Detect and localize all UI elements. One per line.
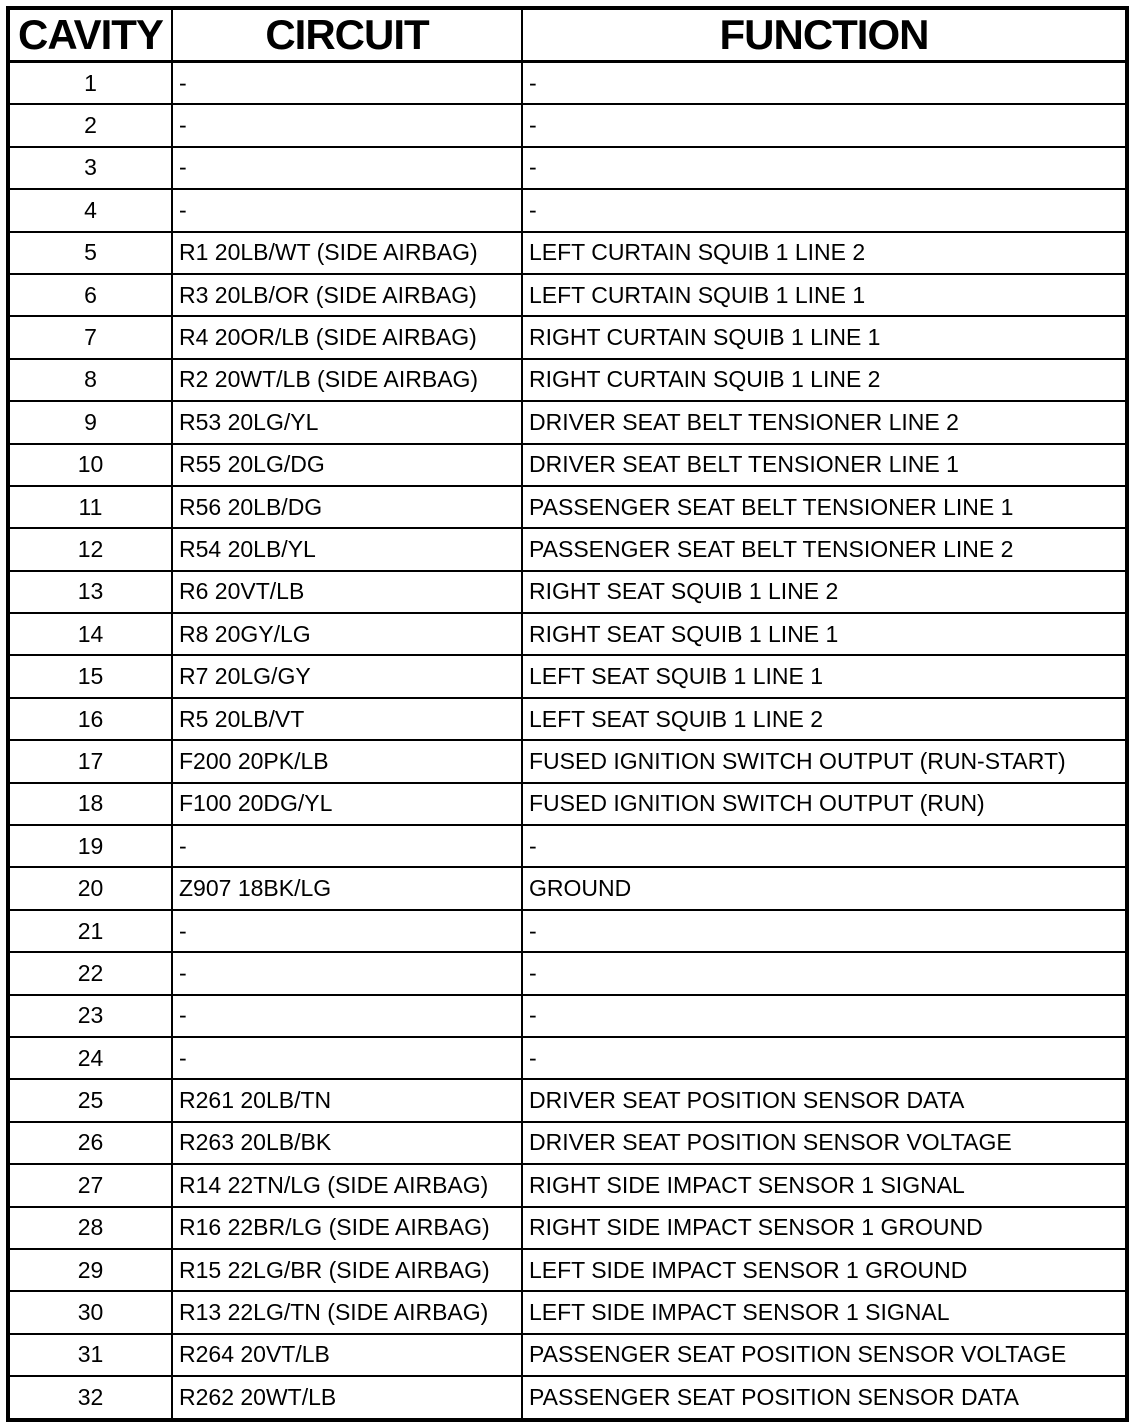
column-header-circuit: CIRCUIT (172, 8, 522, 62)
table-row (8, 995, 1127, 1037)
table-row (8, 1249, 1127, 1291)
cavity-cell: 21 (8, 910, 172, 952)
function-cell: LEFT CURTAIN SQUIB 1 LINE 2 (522, 232, 1127, 274)
cavity-cell: 1 (8, 62, 172, 105)
function-cell: RIGHT SEAT SQUIB 1 LINE 1 (522, 613, 1127, 655)
cavity-cell: 8 (8, 359, 172, 401)
function-cell: PASSENGER SEAT POSITION SENSOR VOLTAGE (522, 1334, 1127, 1376)
circuit-cell: R54 20LB/YL (172, 528, 522, 570)
function-cell: RIGHT SEAT SQUIB 1 LINE 2 (522, 571, 1127, 613)
table-row (8, 783, 1127, 825)
table-header (8, 8, 1127, 62)
table-body (8, 62, 1127, 1420)
cavity-cell: 32 (8, 1376, 172, 1419)
function-cell: FUSED IGNITION SWITCH OUTPUT (RUN) (522, 783, 1127, 825)
cavity-cell: 5 (8, 232, 172, 274)
function-cell: DRIVER SEAT POSITION SENSOR VOLTAGE (522, 1122, 1127, 1164)
function-cell: LEFT SIDE IMPACT SENSOR 1 SIGNAL (522, 1291, 1127, 1333)
circuit-cell: R262 20WT/LB (172, 1376, 522, 1419)
circuit-cell: F100 20DG/YL (172, 783, 522, 825)
table-row (8, 486, 1127, 528)
function-cell: - (522, 189, 1127, 231)
table-row (8, 571, 1127, 613)
circuit-cell: F200 20PK/LB (172, 740, 522, 782)
table-row (8, 104, 1127, 146)
cavity-cell: 3 (8, 147, 172, 189)
column-header-cavity: CAVITY (8, 8, 172, 62)
circuit-cell: R55 20LG/DG (172, 444, 522, 486)
function-cell: PASSENGER SEAT POSITION SENSOR DATA (522, 1376, 1127, 1419)
table-row (8, 1291, 1127, 1333)
cavity-cell: 6 (8, 274, 172, 316)
function-cell: DRIVER SEAT BELT TENSIONER LINE 2 (522, 401, 1127, 443)
function-cell: LEFT SEAT SQUIB 1 LINE 2 (522, 698, 1127, 740)
cavity-cell: 29 (8, 1249, 172, 1291)
circuit-cell: R4 20OR/LB (SIDE AIRBAG) (172, 316, 522, 358)
circuit-cell: - (172, 825, 522, 867)
table-row (8, 274, 1127, 316)
circuit-cell: R6 20VT/LB (172, 571, 522, 613)
circuit-cell: - (172, 189, 522, 231)
cavity-cell: 12 (8, 528, 172, 570)
function-cell: LEFT SEAT SQUIB 1 LINE 1 (522, 655, 1127, 697)
table-row (8, 655, 1127, 697)
function-cell: - (522, 910, 1127, 952)
table-row (8, 698, 1127, 740)
cavity-cell: 7 (8, 316, 172, 358)
table-row (8, 1376, 1127, 1419)
circuit-cell: R15 22LG/BR (SIDE AIRBAG) (172, 1249, 522, 1291)
function-cell: PASSENGER SEAT BELT TENSIONER LINE 1 (522, 486, 1127, 528)
cavity-cell: 22 (8, 952, 172, 994)
cavity-cell: 27 (8, 1164, 172, 1206)
circuit-cell: R8 20GY/LG (172, 613, 522, 655)
function-cell: DRIVER SEAT BELT TENSIONER LINE 1 (522, 444, 1127, 486)
cavity-cell: 4 (8, 189, 172, 231)
circuit-cell: R263 20LB/BK (172, 1122, 522, 1164)
function-cell: RIGHT CURTAIN SQUIB 1 LINE 1 (522, 316, 1127, 358)
function-cell: RIGHT SIDE IMPACT SENSOR 1 GROUND (522, 1207, 1127, 1249)
circuit-cell: - (172, 952, 522, 994)
cavity-cell: 28 (8, 1207, 172, 1249)
cavity-cell: 10 (8, 444, 172, 486)
table-row (8, 825, 1127, 867)
cavity-cell: 24 (8, 1037, 172, 1079)
table-row (8, 1334, 1127, 1376)
circuit-cell: - (172, 104, 522, 146)
function-cell: DRIVER SEAT POSITION SENSOR DATA (522, 1079, 1127, 1121)
function-cell: - (522, 62, 1127, 105)
table-row (8, 316, 1127, 358)
circuit-cell: R261 20LB/TN (172, 1079, 522, 1121)
table-row (8, 952, 1127, 994)
table-row (8, 359, 1127, 401)
function-cell: - (522, 825, 1127, 867)
circuit-cell: R16 22BR/LG (SIDE AIRBAG) (172, 1207, 522, 1249)
function-cell: - (522, 995, 1127, 1037)
table-row (8, 62, 1127, 105)
function-cell: RIGHT SIDE IMPACT SENSOR 1 SIGNAL (522, 1164, 1127, 1206)
cavity-cell: 9 (8, 401, 172, 443)
circuit-cell: - (172, 147, 522, 189)
circuit-cell: Z907 18BK/LG (172, 867, 522, 909)
circuit-cell: R13 22LG/TN (SIDE AIRBAG) (172, 1291, 522, 1333)
function-cell: FUSED IGNITION SWITCH OUTPUT (RUN-START) (522, 740, 1127, 782)
table-row (8, 189, 1127, 231)
table-row (8, 401, 1127, 443)
table-row (8, 147, 1127, 189)
table-row (8, 232, 1127, 274)
cavity-cell: 25 (8, 1079, 172, 1121)
cavity-cell: 20 (8, 867, 172, 909)
cavity-cell: 11 (8, 486, 172, 528)
table-row (8, 1079, 1127, 1121)
column-header-function: FUNCTION (522, 8, 1127, 62)
cavity-cell: 17 (8, 740, 172, 782)
cavity-cell: 26 (8, 1122, 172, 1164)
function-cell: LEFT SIDE IMPACT SENSOR 1 GROUND (522, 1249, 1127, 1291)
circuit-cell: R14 22TN/LG (SIDE AIRBAG) (172, 1164, 522, 1206)
cavity-cell: 16 (8, 698, 172, 740)
table-row (8, 613, 1127, 655)
circuit-cell: R53 20LG/YL (172, 401, 522, 443)
circuit-cell: R56 20LB/DG (172, 486, 522, 528)
cavity-cell: 14 (8, 613, 172, 655)
cavity-cell: 2 (8, 104, 172, 146)
table-row (8, 1207, 1127, 1249)
table-row (8, 910, 1127, 952)
circuit-cell: - (172, 1037, 522, 1079)
function-cell: - (522, 104, 1127, 146)
function-cell: - (522, 952, 1127, 994)
circuit-cell: R1 20LB/WT (SIDE AIRBAG) (172, 232, 522, 274)
cavity-cell: 30 (8, 1291, 172, 1333)
function-cell: - (522, 147, 1127, 189)
circuit-cell: - (172, 62, 522, 105)
cavity-cell: 19 (8, 825, 172, 867)
table-row (8, 444, 1127, 486)
cavity-cell: 18 (8, 783, 172, 825)
function-cell: - (522, 1037, 1127, 1079)
circuit-cell: R7 20LG/GY (172, 655, 522, 697)
cavity-cell: 31 (8, 1334, 172, 1376)
table-row (8, 740, 1127, 782)
table-row (8, 1164, 1127, 1206)
table-row (8, 1037, 1127, 1079)
cavity-cell: 23 (8, 995, 172, 1037)
circuit-cell: R264 20VT/LB (172, 1334, 522, 1376)
circuit-cell: R2 20WT/LB (SIDE AIRBAG) (172, 359, 522, 401)
circuit-cell: - (172, 995, 522, 1037)
function-cell: LEFT CURTAIN SQUIB 1 LINE 1 (522, 274, 1127, 316)
circuit-cell: R3 20LB/OR (SIDE AIRBAG) (172, 274, 522, 316)
table-row (8, 528, 1127, 570)
function-cell: RIGHT CURTAIN SQUIB 1 LINE 2 (522, 359, 1127, 401)
function-cell: PASSENGER SEAT BELT TENSIONER LINE 2 (522, 528, 1127, 570)
header-row (8, 8, 1127, 62)
table-row (8, 1122, 1127, 1164)
function-cell: GROUND (522, 867, 1127, 909)
circuit-cell: - (172, 910, 522, 952)
cavity-cell: 13 (8, 571, 172, 613)
table-row (8, 867, 1127, 909)
connector-pinout-table (6, 6, 1129, 1422)
cavity-cell: 15 (8, 655, 172, 697)
circuit-cell: R5 20LB/VT (172, 698, 522, 740)
